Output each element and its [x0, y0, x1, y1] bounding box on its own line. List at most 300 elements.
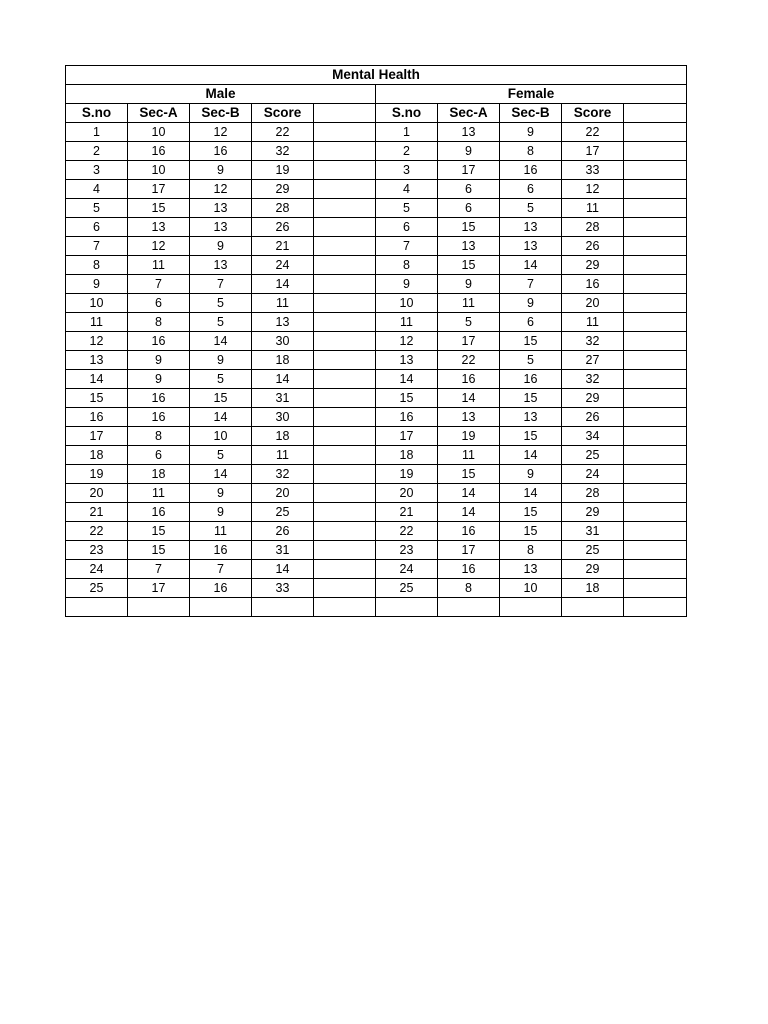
female-sno-cell: 1	[376, 123, 438, 142]
female-score-cell: 17	[562, 142, 624, 161]
female-seca-cell: 15	[438, 465, 500, 484]
male-score-cell: 26	[252, 218, 314, 237]
male-seca-cell: 16	[128, 408, 190, 427]
female-sno-cell: 19	[376, 465, 438, 484]
female-score-cell: 26	[562, 237, 624, 256]
female-sno-cell: 7	[376, 237, 438, 256]
male-blank-cell	[314, 408, 376, 427]
male-secb-cell: 9	[190, 484, 252, 503]
male-blank-cell	[314, 503, 376, 522]
table-row	[66, 541, 687, 560]
empty-cell	[562, 598, 624, 617]
male-secb-cell: 5	[190, 446, 252, 465]
female-blank-cell	[624, 332, 687, 351]
male-seca-cell: 10	[128, 123, 190, 142]
male-blank-cell	[314, 256, 376, 275]
female-score-cell: 28	[562, 484, 624, 503]
female-sno-cell: 22	[376, 522, 438, 541]
female-secb-cell: 6	[500, 180, 562, 199]
female-sno-header: S.no	[376, 104, 438, 123]
female-secb-cell: 15	[500, 427, 562, 446]
table-row	[66, 199, 687, 218]
male-score-cell: 32	[252, 142, 314, 161]
female-blank-cell	[624, 370, 687, 389]
male-seca-cell: 12	[128, 237, 190, 256]
female-secb-cell: 14	[500, 484, 562, 503]
male-blank-cell	[314, 237, 376, 256]
female-sno-cell: 13	[376, 351, 438, 370]
female-secb-cell: 9	[500, 294, 562, 313]
female-seca-header: Sec-A	[438, 104, 500, 123]
female-score-cell: 29	[562, 560, 624, 579]
female-secb-cell: 13	[500, 560, 562, 579]
female-blank-cell	[624, 446, 687, 465]
group-row	[66, 85, 687, 104]
male-seca-cell: 6	[128, 446, 190, 465]
female-secb-cell: 15	[500, 503, 562, 522]
male-seca-cell: 17	[128, 579, 190, 598]
empty-cell	[252, 598, 314, 617]
female-sno-cell: 9	[376, 275, 438, 294]
male-sno-cell: 21	[66, 503, 128, 522]
female-sno-cell: 16	[376, 408, 438, 427]
female-blank-cell	[624, 199, 687, 218]
female-score-cell: 32	[562, 332, 624, 351]
table-row	[66, 142, 687, 161]
male-blank-cell	[314, 484, 376, 503]
male-secb-cell: 5	[190, 294, 252, 313]
male-sno-cell: 11	[66, 313, 128, 332]
female-sno-cell: 21	[376, 503, 438, 522]
female-secb-cell: 14	[500, 446, 562, 465]
male-blank-cell	[314, 446, 376, 465]
male-blank-cell	[314, 123, 376, 142]
female-blank-cell	[624, 161, 687, 180]
male-secb-cell: 14	[190, 332, 252, 351]
female-seca-cell: 14	[438, 484, 500, 503]
male-score-cell: 24	[252, 256, 314, 275]
empty-cell	[128, 598, 190, 617]
female-score-cell: 32	[562, 370, 624, 389]
male-score-cell: 20	[252, 484, 314, 503]
male-seca-cell: 9	[128, 351, 190, 370]
female-blank-cell	[624, 123, 687, 142]
female-blank-cell	[624, 560, 687, 579]
male-seca-cell: 15	[128, 541, 190, 560]
female-secb-cell: 15	[500, 389, 562, 408]
female-score-cell: 25	[562, 446, 624, 465]
female-score-cell: 12	[562, 180, 624, 199]
male-sno-cell: 1	[66, 123, 128, 142]
female-secb-cell: 8	[500, 142, 562, 161]
male-score-cell: 28	[252, 199, 314, 218]
table-row	[66, 560, 687, 579]
table-row	[66, 465, 687, 484]
male-blank-cell	[314, 275, 376, 294]
female-blank-cell	[624, 522, 687, 541]
empty-cell	[500, 598, 562, 617]
female-seca-cell: 15	[438, 218, 500, 237]
empty-cell	[438, 598, 500, 617]
empty-row	[66, 598, 687, 617]
female-secb-cell: 5	[500, 351, 562, 370]
female-score-cell: 26	[562, 408, 624, 427]
table-row	[66, 256, 687, 275]
male-seca-cell: 10	[128, 161, 190, 180]
female-sno-cell: 14	[376, 370, 438, 389]
male-seca-cell: 18	[128, 465, 190, 484]
female-blank-header	[624, 104, 687, 123]
male-secb-header: Sec-B	[190, 104, 252, 123]
male-score-cell: 33	[252, 579, 314, 598]
table-row	[66, 218, 687, 237]
male-sno-cell: 12	[66, 332, 128, 351]
table-row	[66, 579, 687, 598]
female-sno-cell: 12	[376, 332, 438, 351]
female-seca-cell: 5	[438, 313, 500, 332]
female-seca-cell: 14	[438, 389, 500, 408]
female-seca-cell: 13	[438, 237, 500, 256]
male-seca-cell: 16	[128, 389, 190, 408]
table-row	[66, 237, 687, 256]
male-secb-cell: 11	[190, 522, 252, 541]
table-title: Mental Health	[66, 66, 687, 85]
female-blank-cell	[624, 484, 687, 503]
male-seca-cell: 7	[128, 275, 190, 294]
empty-cell	[190, 598, 252, 617]
table-row	[66, 161, 687, 180]
male-seca-cell: 15	[128, 522, 190, 541]
female-sno-cell: 3	[376, 161, 438, 180]
male-seca-cell: 17	[128, 180, 190, 199]
male-sno-cell: 6	[66, 218, 128, 237]
female-blank-cell	[624, 180, 687, 199]
male-seca-cell: 7	[128, 560, 190, 579]
female-sno-cell: 4	[376, 180, 438, 199]
female-score-cell: 33	[562, 161, 624, 180]
male-seca-cell: 11	[128, 256, 190, 275]
male-secb-cell: 16	[190, 142, 252, 161]
male-score-cell: 32	[252, 465, 314, 484]
female-blank-cell	[624, 256, 687, 275]
male-score-cell: 14	[252, 560, 314, 579]
female-seca-cell: 11	[438, 446, 500, 465]
male-blank-cell	[314, 294, 376, 313]
female-sno-cell: 24	[376, 560, 438, 579]
female-seca-cell: 16	[438, 560, 500, 579]
female-score-cell: 34	[562, 427, 624, 446]
table-row	[66, 484, 687, 503]
female-secb-cell: 5	[500, 199, 562, 218]
male-blank-cell	[314, 560, 376, 579]
male-blank-cell	[314, 389, 376, 408]
female-sno-cell: 23	[376, 541, 438, 560]
female-blank-cell	[624, 351, 687, 370]
male-seca-cell: 8	[128, 313, 190, 332]
male-seca-cell: 16	[128, 503, 190, 522]
male-secb-cell: 13	[190, 256, 252, 275]
female-secb-cell: 14	[500, 256, 562, 275]
male-sno-cell: 22	[66, 522, 128, 541]
male-sno-cell: 7	[66, 237, 128, 256]
male-score-cell: 11	[252, 294, 314, 313]
male-score-cell: 13	[252, 313, 314, 332]
table-row	[66, 123, 687, 142]
male-score-cell: 26	[252, 522, 314, 541]
female-group-header: Female	[376, 85, 687, 104]
male-secb-cell: 13	[190, 218, 252, 237]
table-row	[66, 446, 687, 465]
male-score-cell: 21	[252, 237, 314, 256]
female-secb-header: Sec-B	[500, 104, 562, 123]
male-seca-cell: 9	[128, 370, 190, 389]
male-blank-cell	[314, 199, 376, 218]
male-secb-cell: 5	[190, 370, 252, 389]
male-score-cell: 31	[252, 541, 314, 560]
female-blank-cell	[624, 427, 687, 446]
male-blank-cell	[314, 313, 376, 332]
column-header-row	[66, 104, 687, 123]
female-secb-cell: 15	[500, 522, 562, 541]
female-score-cell: 20	[562, 294, 624, 313]
female-score-header: Score	[562, 104, 624, 123]
male-secb-cell: 13	[190, 199, 252, 218]
table-row	[66, 294, 687, 313]
female-seca-cell: 6	[438, 180, 500, 199]
male-sno-cell: 3	[66, 161, 128, 180]
male-sno-cell: 18	[66, 446, 128, 465]
table-row	[66, 408, 687, 427]
female-blank-cell	[624, 313, 687, 332]
female-seca-cell: 22	[438, 351, 500, 370]
female-sno-cell: 10	[376, 294, 438, 313]
female-blank-cell	[624, 579, 687, 598]
male-score-cell: 30	[252, 408, 314, 427]
male-secb-cell: 9	[190, 503, 252, 522]
male-score-cell: 25	[252, 503, 314, 522]
male-sno-cell: 14	[66, 370, 128, 389]
male-seca-cell: 6	[128, 294, 190, 313]
female-secb-cell: 10	[500, 579, 562, 598]
female-score-cell: 24	[562, 465, 624, 484]
male-sno-cell: 2	[66, 142, 128, 161]
table-row	[66, 370, 687, 389]
male-sno-header: S.no	[66, 104, 128, 123]
female-sno-cell: 15	[376, 389, 438, 408]
female-score-cell: 27	[562, 351, 624, 370]
male-group-header: Male	[66, 85, 376, 104]
male-blank-cell	[314, 427, 376, 446]
table-row	[66, 180, 687, 199]
female-score-cell: 18	[562, 579, 624, 598]
female-sno-cell: 17	[376, 427, 438, 446]
male-seca-cell: 11	[128, 484, 190, 503]
female-blank-cell	[624, 541, 687, 560]
male-blank-cell	[314, 541, 376, 560]
female-blank-cell	[624, 142, 687, 161]
male-sno-cell: 9	[66, 275, 128, 294]
male-score-cell: 18	[252, 351, 314, 370]
male-sno-cell: 15	[66, 389, 128, 408]
female-blank-cell	[624, 237, 687, 256]
female-score-cell: 29	[562, 256, 624, 275]
male-score-cell: 18	[252, 427, 314, 446]
male-score-cell: 22	[252, 123, 314, 142]
male-seca-cell: 8	[128, 427, 190, 446]
male-score-cell: 31	[252, 389, 314, 408]
male-secb-cell: 5	[190, 313, 252, 332]
male-score-cell: 11	[252, 446, 314, 465]
male-secb-cell: 15	[190, 389, 252, 408]
female-secb-cell: 13	[500, 237, 562, 256]
female-blank-cell	[624, 389, 687, 408]
female-sno-cell: 2	[376, 142, 438, 161]
female-seca-cell: 17	[438, 161, 500, 180]
table-row	[66, 389, 687, 408]
male-sno-cell: 19	[66, 465, 128, 484]
female-seca-cell: 15	[438, 256, 500, 275]
female-blank-cell	[624, 275, 687, 294]
male-seca-header: Sec-A	[128, 104, 190, 123]
table-row	[66, 332, 687, 351]
female-seca-cell: 17	[438, 541, 500, 560]
male-score-header: Score	[252, 104, 314, 123]
male-blank-cell	[314, 579, 376, 598]
male-seca-cell: 16	[128, 142, 190, 161]
male-blank-cell	[314, 522, 376, 541]
female-seca-cell: 13	[438, 123, 500, 142]
male-secb-cell: 14	[190, 465, 252, 484]
female-secb-cell: 16	[500, 161, 562, 180]
male-seca-cell: 16	[128, 332, 190, 351]
male-score-cell: 14	[252, 370, 314, 389]
male-secb-cell: 16	[190, 579, 252, 598]
title-row	[66, 66, 687, 85]
female-score-cell: 16	[562, 275, 624, 294]
male-secb-cell: 16	[190, 541, 252, 560]
male-secb-cell: 9	[190, 161, 252, 180]
female-seca-cell: 19	[438, 427, 500, 446]
empty-cell	[66, 598, 128, 617]
female-secb-cell: 9	[500, 465, 562, 484]
female-seca-cell: 16	[438, 370, 500, 389]
male-blank-cell	[314, 218, 376, 237]
male-blank-cell	[314, 332, 376, 351]
female-score-cell: 11	[562, 199, 624, 218]
male-secb-cell: 10	[190, 427, 252, 446]
female-sno-cell: 20	[376, 484, 438, 503]
female-sno-cell: 25	[376, 579, 438, 598]
empty-cell	[624, 598, 687, 617]
female-score-cell: 29	[562, 389, 624, 408]
female-score-cell: 31	[562, 522, 624, 541]
male-score-cell: 14	[252, 275, 314, 294]
male-secb-cell: 14	[190, 408, 252, 427]
female-blank-cell	[624, 408, 687, 427]
male-secb-cell: 7	[190, 560, 252, 579]
empty-cell	[314, 598, 376, 617]
female-blank-cell	[624, 218, 687, 237]
male-secb-cell: 9	[190, 351, 252, 370]
male-sno-cell: 4	[66, 180, 128, 199]
male-blank-cell	[314, 142, 376, 161]
female-seca-cell: 9	[438, 275, 500, 294]
male-sno-cell: 25	[66, 579, 128, 598]
male-sno-cell: 5	[66, 199, 128, 218]
male-sno-cell: 13	[66, 351, 128, 370]
female-score-cell: 22	[562, 123, 624, 142]
male-sno-cell: 20	[66, 484, 128, 503]
male-sno-cell: 23	[66, 541, 128, 560]
male-blank-cell	[314, 370, 376, 389]
male-secb-cell: 9	[190, 237, 252, 256]
table-row	[66, 427, 687, 446]
female-secb-cell: 6	[500, 313, 562, 332]
female-score-cell: 11	[562, 313, 624, 332]
female-secb-cell: 13	[500, 408, 562, 427]
female-seca-cell: 11	[438, 294, 500, 313]
female-secb-cell: 9	[500, 123, 562, 142]
female-blank-cell	[624, 294, 687, 313]
male-sno-cell: 8	[66, 256, 128, 275]
female-score-cell: 28	[562, 218, 624, 237]
empty-cell	[376, 598, 438, 617]
table-row	[66, 522, 687, 541]
female-secb-cell: 15	[500, 332, 562, 351]
female-blank-cell	[624, 465, 687, 484]
female-secb-cell: 7	[500, 275, 562, 294]
table-row	[66, 503, 687, 522]
female-seca-cell: 8	[438, 579, 500, 598]
female-secb-cell: 8	[500, 541, 562, 560]
female-seca-cell: 14	[438, 503, 500, 522]
male-score-cell: 29	[252, 180, 314, 199]
male-score-cell: 30	[252, 332, 314, 351]
male-seca-cell: 15	[128, 199, 190, 218]
female-sno-cell: 8	[376, 256, 438, 275]
female-seca-cell: 16	[438, 522, 500, 541]
female-sno-cell: 5	[376, 199, 438, 218]
male-secb-cell: 7	[190, 275, 252, 294]
male-sno-cell: 16	[66, 408, 128, 427]
mental-health-table	[65, 65, 687, 617]
female-secb-cell: 16	[500, 370, 562, 389]
male-blank-cell	[314, 351, 376, 370]
male-sno-cell: 17	[66, 427, 128, 446]
female-sno-cell: 11	[376, 313, 438, 332]
male-score-cell: 19	[252, 161, 314, 180]
male-sno-cell: 24	[66, 560, 128, 579]
female-seca-cell: 13	[438, 408, 500, 427]
male-blank-cell	[314, 180, 376, 199]
male-secb-cell: 12	[190, 123, 252, 142]
male-seca-cell: 13	[128, 218, 190, 237]
table-row	[66, 313, 687, 332]
female-score-cell: 29	[562, 503, 624, 522]
female-seca-cell: 9	[438, 142, 500, 161]
male-sno-cell: 10	[66, 294, 128, 313]
table-row	[66, 275, 687, 294]
female-sno-cell: 18	[376, 446, 438, 465]
male-blank-cell	[314, 465, 376, 484]
table-row	[66, 351, 687, 370]
female-sno-cell: 6	[376, 218, 438, 237]
female-blank-cell	[624, 503, 687, 522]
female-secb-cell: 13	[500, 218, 562, 237]
female-seca-cell: 6	[438, 199, 500, 218]
male-blank-cell	[314, 161, 376, 180]
female-seca-cell: 17	[438, 332, 500, 351]
